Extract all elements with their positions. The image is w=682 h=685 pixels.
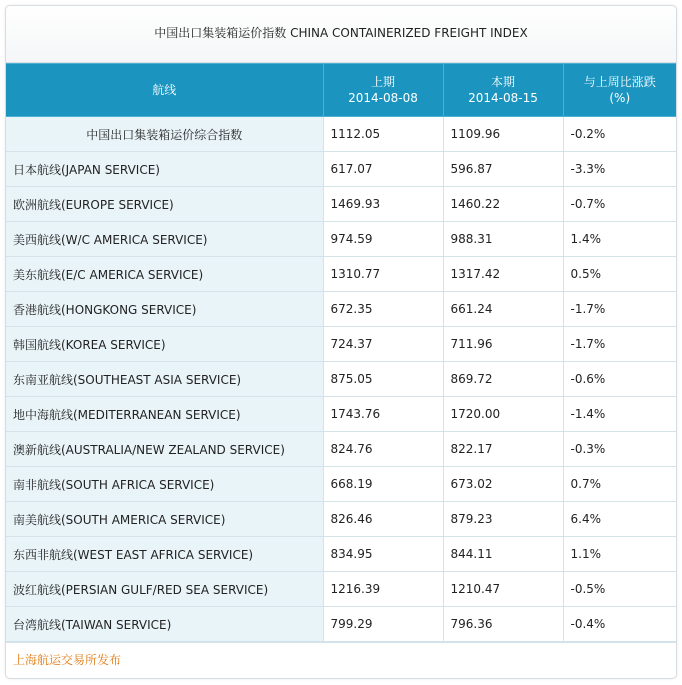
route-cell: 香港航线(HONGKONG SERVICE) — [6, 292, 323, 327]
route-cell: 日本航线(JAPAN SERVICE) — [6, 152, 323, 187]
table-row — [6, 152, 676, 187]
previous-value-cell: 875.05 — [323, 362, 443, 397]
freight-index-table — [6, 63, 676, 642]
current-value-cell: 711.96 — [443, 327, 563, 362]
change-percent-cell: 0.5% — [563, 257, 676, 292]
col-header-previous — [323, 64, 443, 117]
route-cell: 韩国航线(KOREA SERVICE) — [6, 327, 323, 362]
table-header-row — [6, 64, 676, 117]
previous-value-cell: 672.35 — [323, 292, 443, 327]
route-cell: 东南亚航线(SOUTHEAST ASIA SERVICE) — [6, 362, 323, 397]
current-value-cell: 796.36 — [443, 607, 563, 642]
col-header-previous-date: 2014-08-08 — [348, 91, 418, 105]
route-cell: 东西非航线(WEST EAST AFRICA SERVICE) — [6, 537, 323, 572]
table-row — [6, 537, 676, 572]
change-percent-cell: 1.4% — [563, 222, 676, 257]
previous-value-cell: 1112.05 — [323, 117, 443, 152]
current-value-cell: 1720.00 — [443, 397, 563, 432]
previous-value-cell: 834.95 — [323, 537, 443, 572]
change-percent-cell: -1.7% — [563, 327, 676, 362]
previous-value-cell: 826.46 — [323, 502, 443, 537]
publisher-note: 上海航运交易所发布 — [6, 642, 676, 677]
previous-value-cell: 724.37 — [323, 327, 443, 362]
table-row — [6, 432, 676, 467]
change-percent-cell: -0.4% — [563, 607, 676, 642]
panel-title: 中国出口集装箱运价指数 CHINA CONTAINERIZED FREIGHT INDEX — [6, 6, 676, 63]
change-percent-cell: -1.4% — [563, 397, 676, 432]
route-cell: 美东航线(E/C AMERICA SERVICE) — [6, 257, 323, 292]
previous-value-cell: 974.59 — [323, 222, 443, 257]
route-cell: 南美航线(SOUTH AMERICA SERVICE) — [6, 502, 323, 537]
table-row — [6, 362, 676, 397]
current-value-cell: 1460.22 — [443, 187, 563, 222]
current-value-cell: 1317.42 — [443, 257, 563, 292]
current-value-cell: 879.23 — [443, 502, 563, 537]
col-header-change-label: 与上周比涨跌 — [583, 75, 656, 89]
table-row — [6, 467, 676, 502]
current-value-cell: 988.31 — [443, 222, 563, 257]
col-header-current-date: 2014-08-15 — [468, 91, 538, 105]
route-cell: 台湾航线(TAIWAN SERVICE) — [6, 607, 323, 642]
col-header-current-label: 本期 — [490, 75, 515, 89]
current-value-cell: 673.02 — [443, 467, 563, 502]
table-row — [6, 187, 676, 222]
previous-value-cell: 799.29 — [323, 607, 443, 642]
table-row — [6, 502, 676, 537]
previous-value-cell: 617.07 — [323, 152, 443, 187]
change-percent-cell: -0.7% — [563, 187, 676, 222]
composite-index-row — [6, 117, 676, 152]
route-cell: 澳新航线(AUSTRALIA/NEW ZEALAND SERVICE) — [6, 432, 323, 467]
change-percent-cell: -0.6% — [563, 362, 676, 397]
previous-value-cell: 1469.93 — [323, 187, 443, 222]
change-percent-cell: 6.4% — [563, 502, 676, 537]
change-percent-cell: -3.3% — [563, 152, 676, 187]
change-percent-cell: -1.7% — [563, 292, 676, 327]
current-value-cell: 822.17 — [443, 432, 563, 467]
table-row — [6, 607, 676, 642]
col-header-change-unit: (%) — [609, 91, 631, 105]
previous-value-cell: 1216.39 — [323, 572, 443, 607]
change-percent-cell: -0.3% — [563, 432, 676, 467]
route-cell: 南非航线(SOUTH AFRICA SERVICE) — [6, 467, 323, 502]
col-header-route: 航线 — [6, 64, 323, 117]
route-cell: 波红航线(PERSIAN GULF/RED SEA SERVICE) — [6, 572, 323, 607]
route-cell: 美西航线(W/C AMERICA SERVICE) — [6, 222, 323, 257]
table-row — [6, 222, 676, 257]
index-panel — [5, 5, 677, 679]
current-value-cell: 596.87 — [443, 152, 563, 187]
previous-value-cell: 1743.76 — [323, 397, 443, 432]
table-row — [6, 257, 676, 292]
table-row — [6, 327, 676, 362]
current-value-cell: 869.72 — [443, 362, 563, 397]
route-cell: 中国出口集装箱运价综合指数 — [6, 117, 323, 152]
route-cell: 欧洲航线(EUROPE SERVICE) — [6, 187, 323, 222]
col-header-current — [443, 64, 563, 117]
change-percent-cell: -0.2% — [563, 117, 676, 152]
current-value-cell: 1210.47 — [443, 572, 563, 607]
current-value-cell: 1109.96 — [443, 117, 563, 152]
current-value-cell: 844.11 — [443, 537, 563, 572]
table-row — [6, 397, 676, 432]
change-percent-cell: 0.7% — [563, 467, 676, 502]
table-row — [6, 292, 676, 327]
previous-value-cell: 668.19 — [323, 467, 443, 502]
previous-value-cell: 1310.77 — [323, 257, 443, 292]
col-header-previous-label: 上期 — [370, 75, 395, 89]
col-header-change — [563, 64, 676, 117]
table-row — [6, 572, 676, 607]
previous-value-cell: 824.76 — [323, 432, 443, 467]
route-cell: 地中海航线(MEDITERRANEAN SERVICE) — [6, 397, 323, 432]
current-value-cell: 661.24 — [443, 292, 563, 327]
change-percent-cell: 1.1% — [563, 537, 676, 572]
change-percent-cell: -0.5% — [563, 572, 676, 607]
